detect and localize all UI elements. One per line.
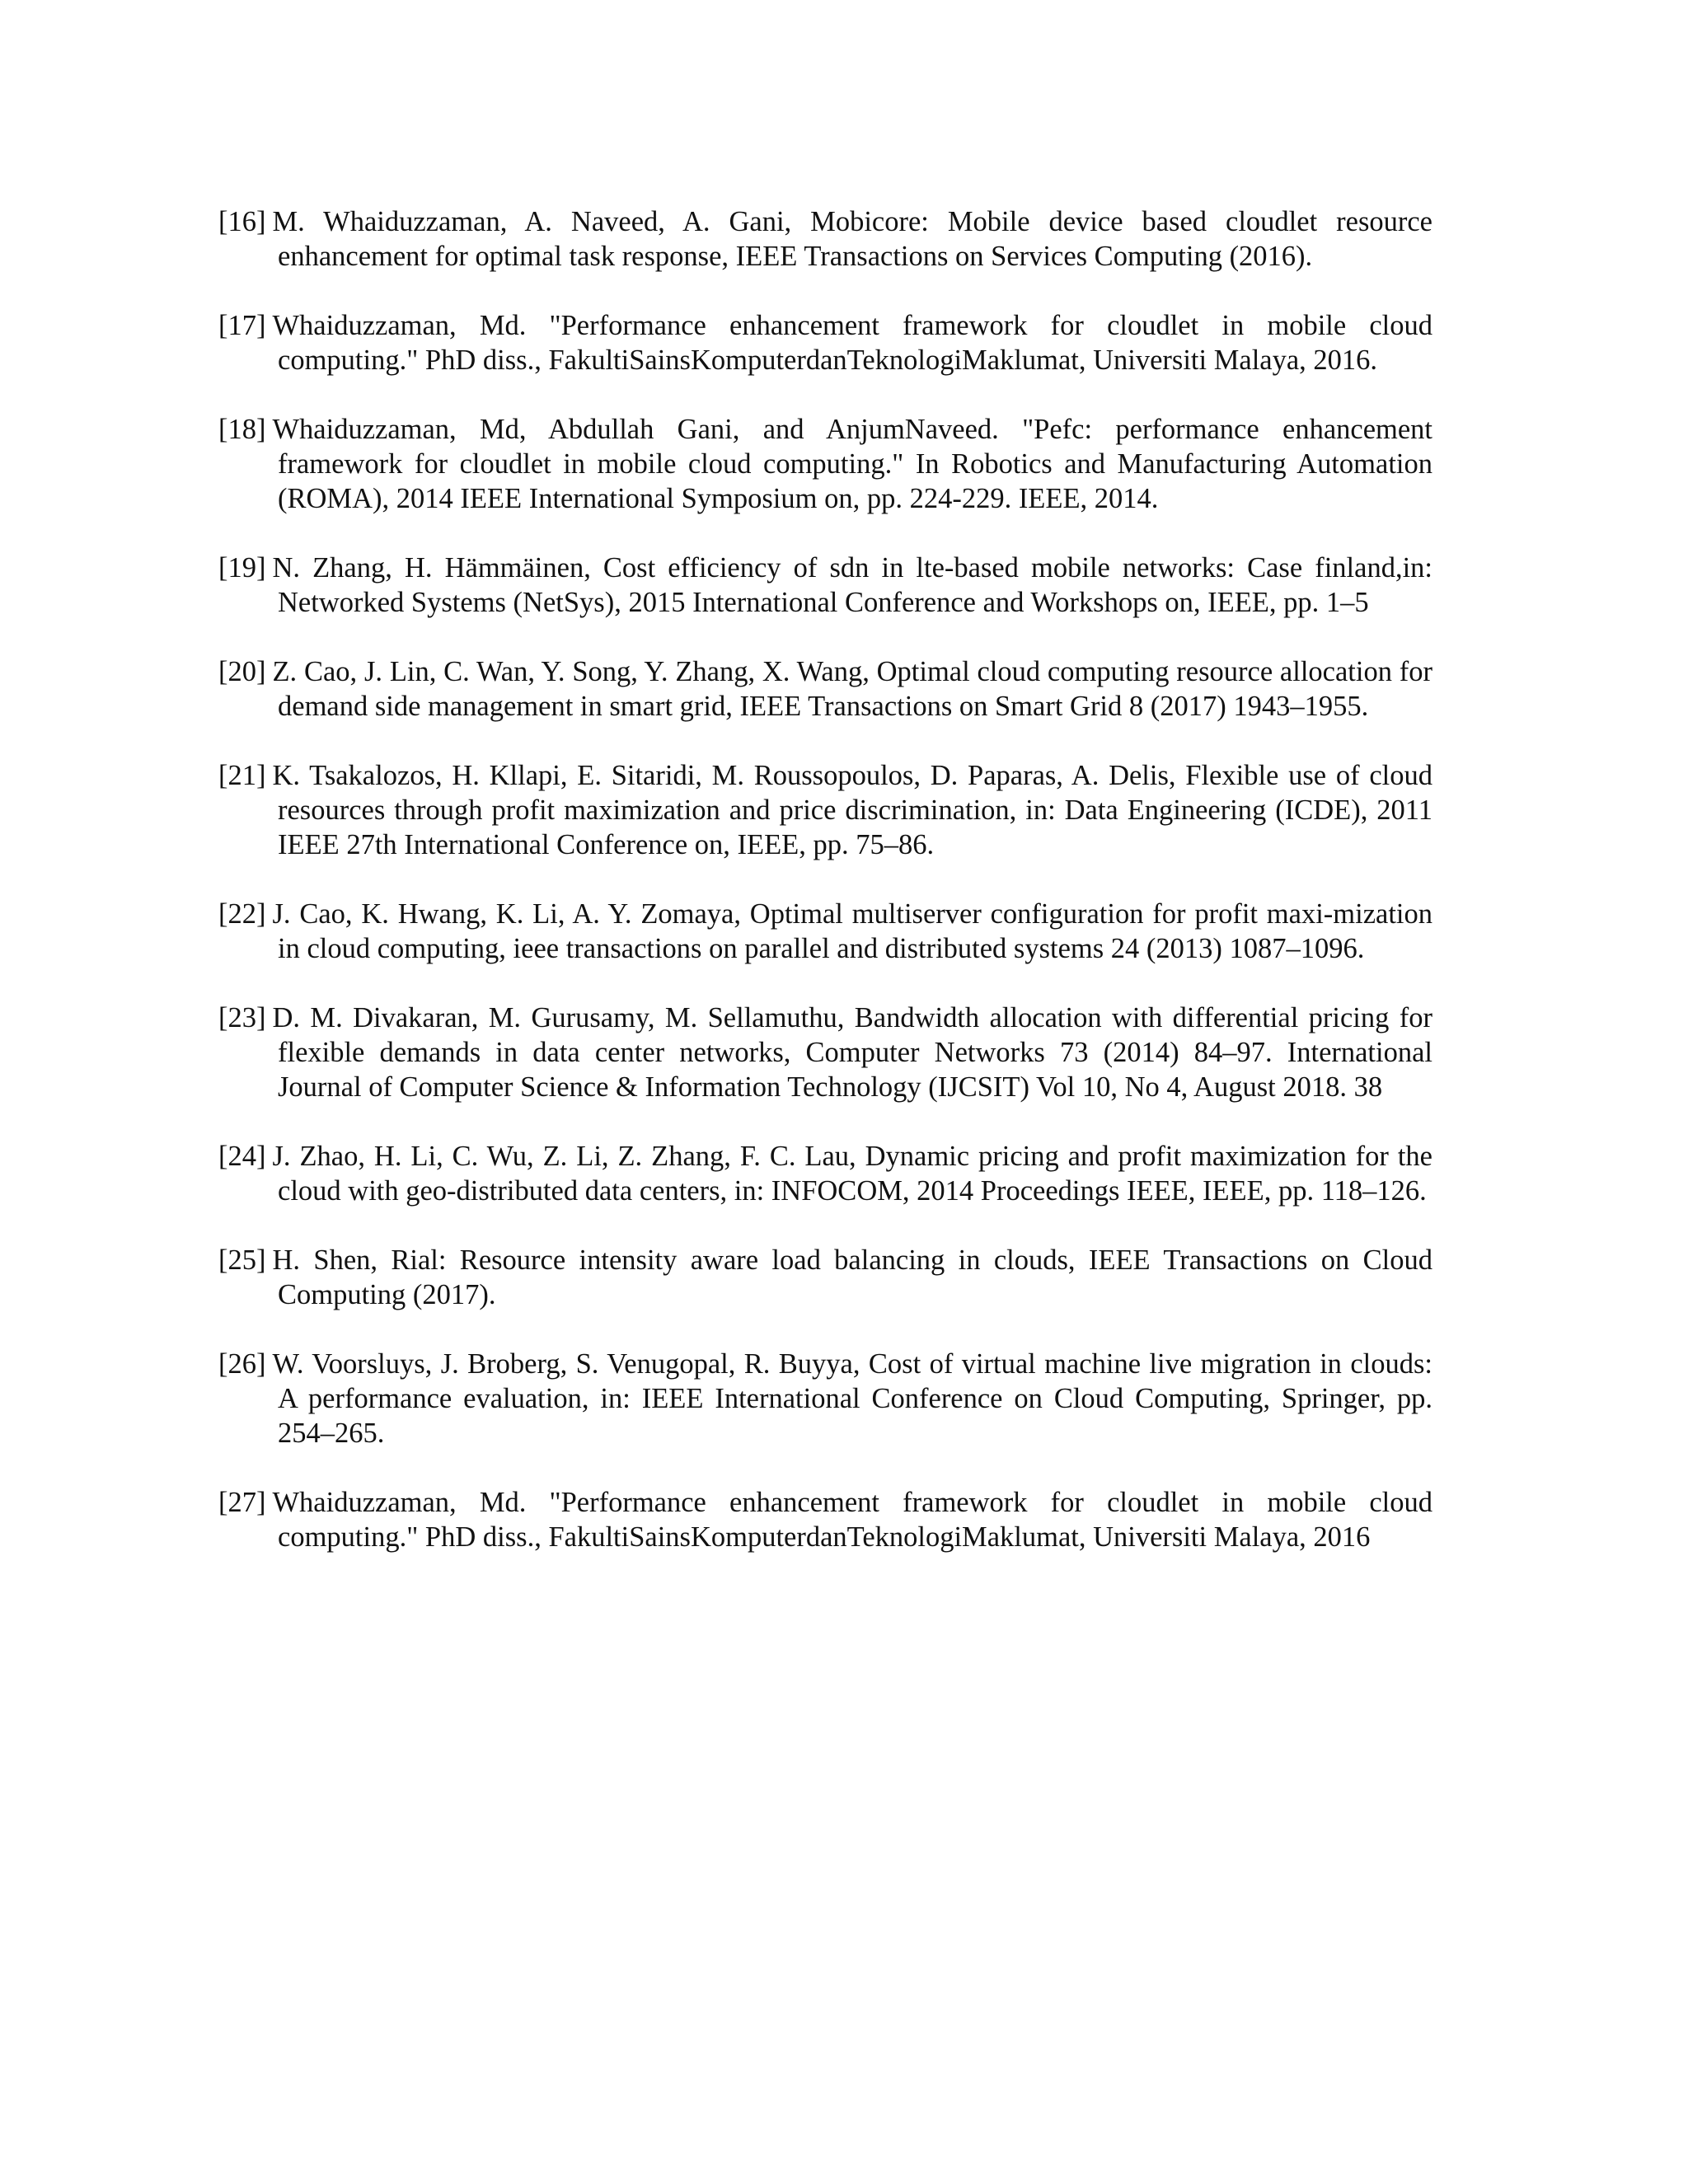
reference-number: [23] (218, 1002, 266, 1033)
reference-text: H. Shen, Rial: Resource intensity aware load balancing in clouds, IEEE Transactions on Cloud Computing (2017). (272, 1244, 1432, 1310)
reference-text: D. M. Divakaran, M. Gurusamy, M. Sellamuthu, Bandwidth allocation with differential pricing for flexible demands in data center networks, Computer Networks 73 (2014) 84–97. International Journal of Computer Science & Information Technology (IJCSIT) Vol 10, No 4, August 2018. 38 (272, 1002, 1432, 1103)
reference-text: Whaiduzzaman, Md. "Performance enhancement framework for cloudlet in mobile cloud computing." PhD diss., FakultiSainsKomputerdanTeknologiMaklumat, Universiti Malaya, 2016. (272, 310, 1432, 376)
reference-22 (218, 897, 1432, 966)
reference-number: [25] (218, 1244, 266, 1276)
reference-number: [17] (218, 310, 266, 341)
reference-text: W. Voorsluys, J. Broberg, S. Venugopal, R. Buyya, Cost of virtual machine live migration in clouds: A performance evaluation, in: IEEE International Conference on Cloud Computing, Springer, pp. 254–265. (272, 1348, 1432, 1449)
reference-17 (218, 308, 1432, 377)
reference-number: [19] (218, 552, 266, 583)
reference-text: J. Cao, K. Hwang, K. Li, A. Y. Zomaya, Optimal multiserver configuration for profit maxi-mization in cloud computing, ieee transactions on parallel and distributed systems 24 (2013) 1087–1096. (272, 898, 1432, 964)
reference-text: J. Zhao, H. Li, C. Wu, Z. Li, Z. Zhang, F. C. Lau, Dynamic pricing and profit maximization for the cloud with geo-distributed data centers, in: INFOCOM, 2014 Proceedings IEEE, IEEE, pp. 118–126. (272, 1141, 1432, 1207)
reference-list (218, 204, 1432, 1554)
reference-number: [21] (218, 760, 266, 791)
reference-23 (218, 1001, 1432, 1104)
reference-26 (218, 1347, 1432, 1451)
reference-number: [22] (218, 898, 266, 930)
reference-18 (218, 412, 1432, 516)
reference-25 (218, 1243, 1432, 1312)
reference-text: Whaiduzzaman, Md. "Performance enhancement framework for cloudlet in mobile cloud computing." PhD diss., FakultiSainsKomputerdanTeknologiMaklumat, Universiti Malaya, 2016 (272, 1487, 1432, 1553)
reference-24 (218, 1139, 1432, 1208)
reference-number: [18] (218, 414, 266, 445)
reference-number: [20] (218, 656, 266, 687)
reference-text: N. Zhang, H. Hämmäinen, Cost efficiency of sdn in lte-based mobile networks: Case finland,in: Networked Systems (NetSys), 2015 International Conference and Workshops on, IEEE, pp. 1–5 (272, 552, 1432, 618)
reference-number: [27] (218, 1487, 266, 1518)
reference-text: Whaiduzzaman, Md, Abdullah Gani, and AnjumNaveed. "Pefc: performance enhancement framework for cloudlet in mobile cloud computing." In Robotics and Manufacturing Automation (ROMA), 2014 IEEE International Symposium on, pp. 224-229. IEEE, 2014. (272, 414, 1432, 514)
reference-number: [16] (218, 206, 266, 237)
reference-number: [24] (218, 1141, 266, 1172)
reference-text: M. Whaiduzzaman, A. Naveed, A. Gani, Mobicore: Mobile device based cloudlet resource enhancement for optimal task response, IEEE Transactions on Services Computing (2016). (272, 206, 1432, 272)
reference-16 (218, 204, 1432, 274)
reference-20 (218, 654, 1432, 724)
reference-19 (218, 551, 1432, 620)
reference-text: Z. Cao, J. Lin, C. Wan, Y. Song, Y. Zhang, X. Wang, Optimal cloud computing resource allocation for demand side management in smart grid, IEEE Transactions on Smart Grid 8 (2017) 1943–1955. (272, 656, 1432, 722)
reference-text: K. Tsakalozos, H. Kllapi, E. Sitaridi, M. Roussopoulos, D. Paparas, A. Delis, Flexible use of cloud resources through profit maximization and price discrimination, in: Data Engineering (ICDE), 2011 IEEE 27th International Conference on, IEEE, pp. 75–86. (272, 760, 1432, 860)
reference-27 (218, 1485, 1432, 1554)
reference-21 (218, 758, 1432, 862)
reference-number: [26] (218, 1348, 266, 1380)
